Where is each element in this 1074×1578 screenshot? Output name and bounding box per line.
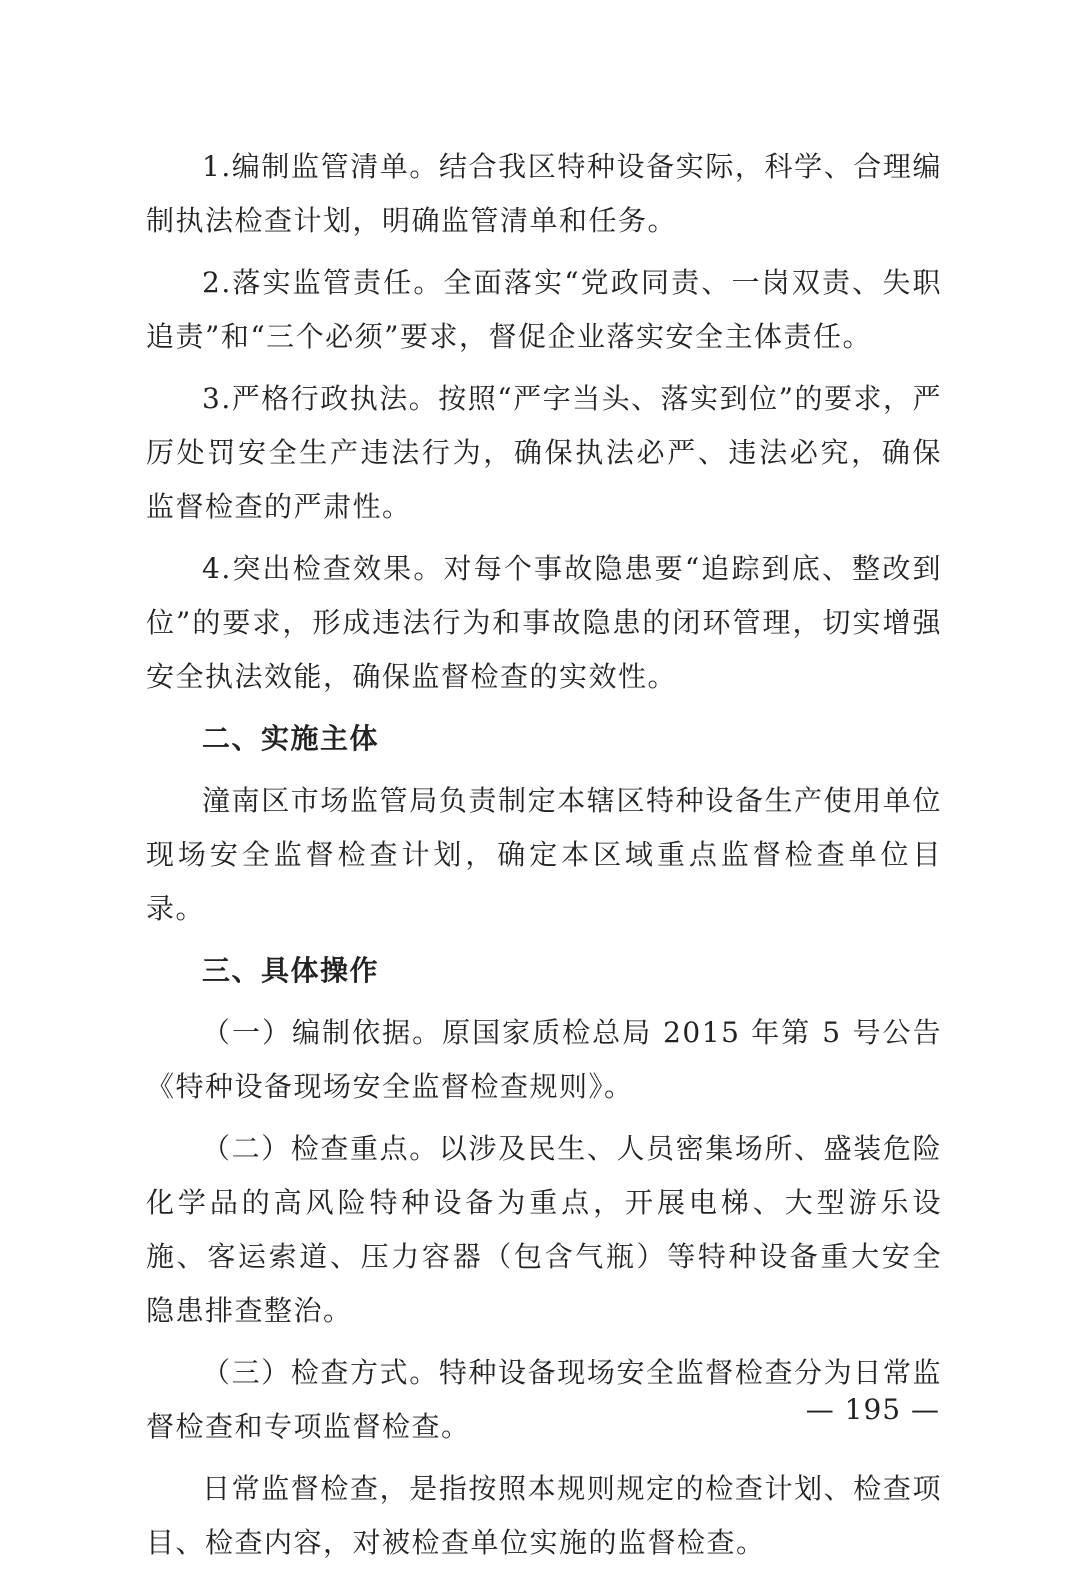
paragraph-daily-inspection: 日常监督检查，是指按照本规则规定的检查计划、检查项目、检查内容，对被检查单位实施的监督检查。 xyxy=(146,1472,942,1559)
paragraph-focus: （二）检查重点。以涉及民生、人员密集场所、盛装危险化学品的高风险特种设备为重点，开展电梯、大型游乐设施、客运索道、压力容器（包含气瓶）等特种设备重大安全隐患排查整治。 xyxy=(146,1132,942,1327)
paragraph-1: 1.编制监管清单。结合我区特种设备实际，科学、合理编制执法检查计划，明确监管清单和任务。 xyxy=(146,150,942,237)
paragraph-2: 2.落实监管责任。全面落实“党政同责、一岗双责、失职追责”和“三个必须”要求，督促企业落实安全主体责任。 xyxy=(146,266,942,353)
paragraph-4: 4.突出检查效果。对每个事故隐患要“追踪到底、整改到位”的要求，形成违法行为和事故隐患的闭环管理，切实增强安全执法效能，确保监督检查的实效性。 xyxy=(146,552,942,693)
paragraph-3: 3.严格行政执法。按照“严字当头、落实到位”的要求，严厉处罚安全生产违法行为，确保执法必严、违法必究，确保监督检查的严肃性。 xyxy=(146,382,942,523)
section-heading-implementation: 二、实施主体 xyxy=(202,722,380,755)
paragraph-basis: （一）编制依据。原国家质检总局 2015 年第 5 号公告《特种设备现场安全监督检查规则》。 xyxy=(146,1016,942,1103)
paragraph-method: （三）检查方式。特种设备现场安全监督检查分为日常监督检查和专项监督检查。 xyxy=(146,1356,942,1443)
page-number: — 195 — xyxy=(805,1393,940,1426)
document-body xyxy=(146,140,942,1578)
paragraph-implementation: 潼南区市场监管局负责制定本辖区特种设备生产使用单位现场安全监督检查计划，确定本区域重点监督检查单位目录。 xyxy=(146,784,942,925)
section-heading-operation: 三、具体操作 xyxy=(202,954,380,987)
